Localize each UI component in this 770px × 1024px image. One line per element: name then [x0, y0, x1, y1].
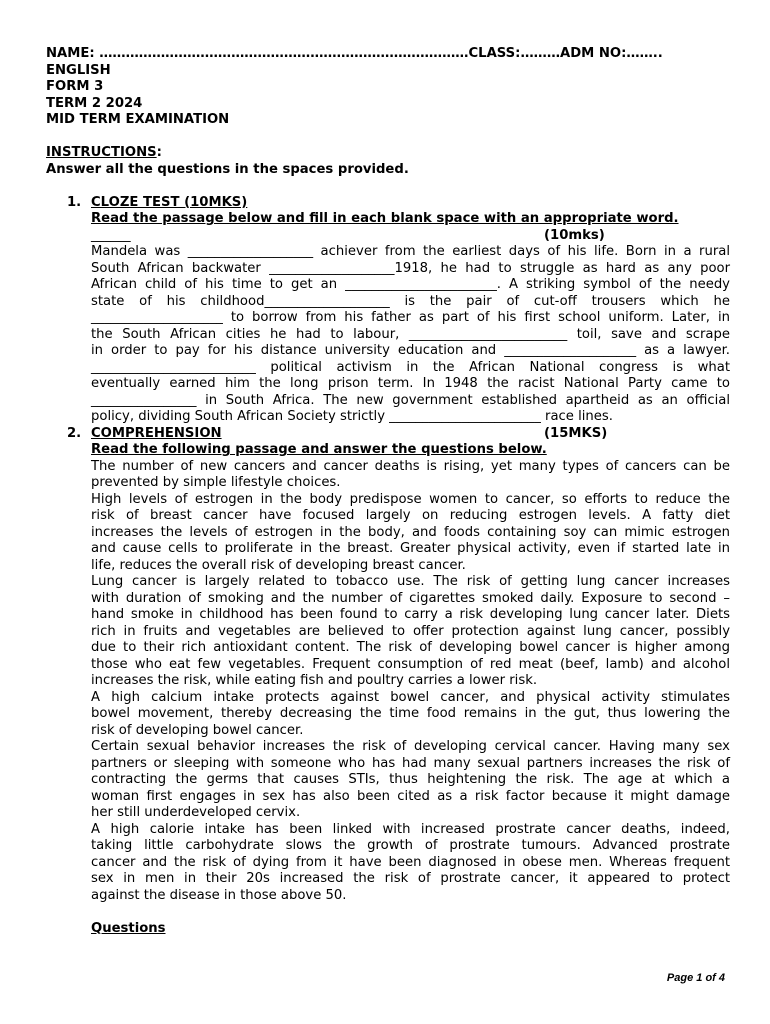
passage-line: bowel movement, thereby decreasing the time food remains in the gut, thus lowering the	[91, 706, 730, 721]
comprehension-passage	[91, 459, 730, 905]
passage-line: sex in men in their 20s increased the risk of prostrate cancer, it appeared to protect	[91, 871, 730, 886]
passage-line: African child of his time to get an _______________________. A striking symbol of the needy	[91, 277, 730, 292]
cloze-prompt: Read the passage below and fill in each blank space with an appropriate word.	[91, 211, 679, 226]
passage-line: increases the levels of estrogen in the body, and foods containing soy can mimic estrogen	[91, 524, 730, 540]
cloze-blank-start: ______	[91, 227, 131, 243]
passage-line: _________________________ political activism in the African National congress is what	[91, 359, 730, 375]
passage-line: A high calorie intake has been linked with increased prostrate cancer deaths, indeed,	[91, 821, 730, 837]
cloze-section	[46, 195, 730, 426]
passage-line: partners or sleeping with someone who has had many sexual partners increases the risk of	[91, 755, 730, 771]
passage-line: ____________________ to borrow from his father as part of his first school uniform. Later, in	[91, 310, 730, 325]
passage-line: eventually earned him the long prison term. In 1948 the racist National Party came to	[91, 376, 730, 391]
passage-line: Lung cancer is largely related to tobacco use. The risk of getting lung cancer increases	[91, 574, 730, 589]
passage-line: due to their rich antioxidant content. The risk of developing bowel cancer is higher among	[91, 640, 730, 655]
cloze-marks: (10mks)	[544, 227, 605, 243]
passage-line: and cause cells to proliferate in the breast. Greater physical activity, even if started late in	[91, 541, 730, 556]
passage-line: rich in fruits and vegetables are believed to offer protection against lung cancer, possibly	[91, 623, 730, 639]
passage-line: hand smoke in childhood has been found to carry a risk developing lung cancer later. Diets	[91, 607, 730, 622]
passage-line: risk of developing bowel cancer.	[91, 722, 304, 738]
passage-line: taking little carbohydrate slows the growth of prostrate tumours. Advanced prostrate	[91, 838, 730, 853]
comprehension-prompt: Read the following passage and answer the questions below.	[91, 442, 547, 457]
page-number: Page 1 of 4	[666, 972, 725, 984]
passage-line: against the disease in those above 50.	[91, 887, 347, 903]
passage-line: the South African cities he had to labour, ________________________ toil, save and scrape	[91, 326, 730, 342]
exam-title: MID TERM EXAMINATION	[46, 112, 230, 127]
name-class-adm-line: NAME: …………………………………………………………………………CLASS:………ADM NO:……..	[46, 46, 663, 61]
comprehension-title: COMPREHENSION	[91, 425, 222, 441]
passage-line: High levels of estrogen in the body predispose women to cancer, so efforts to reduce the	[91, 491, 730, 507]
comprehension-marks: (15MKS)	[544, 425, 608, 441]
passage-line: prevented by simple lifestyle choices.	[91, 475, 341, 490]
subject: ENGLISH	[46, 62, 111, 78]
passage-line: her still underdeveloped cervix.	[91, 805, 301, 820]
passage-line: life, reduces the overall risk of developing breast cancer.	[91, 557, 466, 573]
exam-page	[46, 46, 730, 937]
comprehension-title-line	[91, 426, 730, 443]
cloze-passage	[91, 244, 730, 426]
passage-line: ________________ in South Africa. The new government established apartheid as an official	[91, 392, 730, 408]
passage-line: risk of breast cancer have focused largely on reducing estrogen levels. A fatty diet	[91, 508, 730, 523]
term: TERM 2 2024	[46, 95, 143, 111]
instructions-text: Answer all the questions in the spaces provided.	[46, 161, 409, 177]
passage-line: woman first engages in sex has also been cited as a risk factor because it might damage	[91, 788, 730, 804]
questions-heading: Questions	[91, 920, 166, 936]
cloze-number: 1.	[67, 194, 82, 210]
passage-line: South African backwater ___________________1918, he had to struggle as hard as any poor	[91, 260, 730, 276]
passage-line: A high calcium intake protects against bowel cancer, and physical activity stimulates	[91, 689, 730, 705]
passage-line: Certain sexual behavior increases the risk of developing cervical cancer. Having many sex	[91, 739, 730, 754]
form: FORM 3	[46, 79, 104, 94]
passage-line: The number of new cancers and cancer deaths is rising, yet many types of cancers can be	[91, 458, 730, 474]
passage-line: those who eat few vegetables. Frequent consumption of red meat (beef, lamb) and alcohol	[91, 656, 730, 672]
passage-line: state of his childhood___________________ is the pair of cut-off trousers which he	[91, 293, 730, 309]
passage-line: in order to pay for his distance university education and ____________________ as a lawyer.	[91, 343, 730, 358]
comprehension-section	[46, 426, 730, 938]
comprehension-number: 2.	[67, 425, 82, 441]
cloze-title: CLOZE TEST (10MKS)	[91, 194, 248, 210]
passage-line: cancer and the risk of dying from it have been diagnosed in obese men. Whereas frequent	[91, 854, 730, 870]
cloze-marks-line	[91, 228, 730, 245]
passage-line: Mandela was ___________________ achiever from the earliest days of his life. Born in a rural	[91, 244, 730, 259]
passage-line: contracting the germs that causes STIs, thus heightening the risk. The age at which a	[91, 772, 730, 787]
passage-line: policy, dividing South African Society strictly _______________________ race lines.	[91, 409, 613, 424]
passage-line: increases the risk, while eating fish and poultry carries a lower risk.	[91, 673, 538, 688]
passage-line: with duration of smoking and the number of cigarettes smoked daily. Exposure to second –	[91, 590, 730, 606]
instructions-heading: INSTRUCTIONS:	[46, 145, 162, 160]
